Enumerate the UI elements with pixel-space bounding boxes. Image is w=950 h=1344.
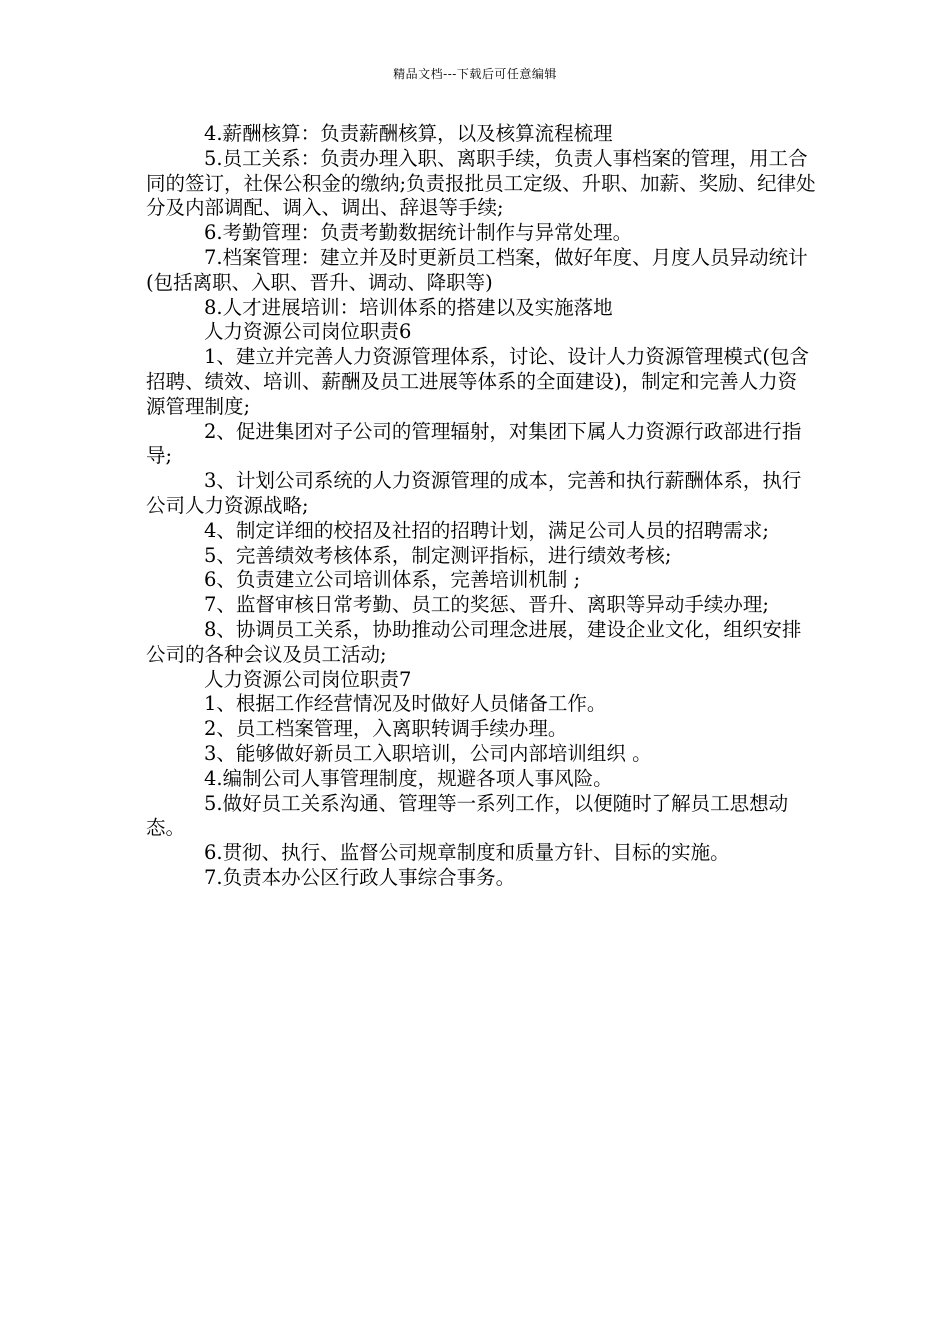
paragraph: 5、完善绩效考核体系，制定测评指标，进行绩效考核; (204, 543, 672, 567)
paragraph: 6.考勤管理：负责考勤数据统计制作与异常处理。 (204, 221, 633, 245)
paragraph: 4.编制公司人事管理制度，规避各项人事风险。 (204, 766, 613, 790)
paragraph: 3、计划公司系统的人力资源管理的成本，完善和执行薪酬体系，执行公司人力资源战略; (146, 469, 802, 517)
paragraph: 4、制定详细的校招及社招的招聘计划，满足公司人员的招聘需求; (204, 518, 769, 542)
paragraph: 5.做好员工关系沟通、管理等一系列工作，以便随时了解员工思想动态。 (146, 791, 789, 840)
paragraph: 2、员工档案管理，入离职转调手续办理。 (204, 717, 568, 741)
paragraph: 2、促进集团对子公司的管理辐射，对集团下属人力资源行政部进行指导; (146, 419, 802, 468)
paragraph: 4.薪酬核算：负责薪酬核算，以及核算流程梳理 (204, 122, 613, 145)
paragraph: 1、根据工作经营情况及时做好人员储备工作。 (204, 692, 607, 716)
section-title: 人力资源公司岗位职责6 (204, 320, 412, 344)
page-header: 精品文档---下载后可任意编辑 (393, 67, 557, 81)
paragraph: 7.负责本办公区行政人事综合事务。 (204, 865, 516, 889)
paragraph: 8.人才进展培训：培训体系的搭建以及实施落地 (204, 295, 613, 319)
section-title: 人力资源公司岗位职责7 (204, 667, 412, 691)
paragraph: 7.档案管理：建立并及时更新员工档案，做好年度、月度人员异动统计(包括离职、入职、晋升、调动、降职等) (146, 245, 808, 294)
paragraph: 6、负责建立公司培训体系，完善培训机制 ; (204, 568, 581, 592)
paragraph: 7、监督审核日常考勤、员工的奖惩、晋升、离职等异动手续办理; (204, 593, 769, 617)
document-body (146, 122, 816, 891)
paragraph: 6.贯彻、执行、监督公司规章制度和质量方针、目标的实施。 (204, 841, 730, 865)
paragraph: 1、建立并完善人力资源管理体系，讨论、设计人力资源管理模式(包含招聘、绩效、培训、薪酬及员工进展等体系的全面建设)，制定和完善人力资源管理制度; (146, 345, 810, 418)
paragraph: 3、能够做好新员工入职培训，公司内部培训组织 。 (204, 741, 652, 765)
paragraph: 5.员工关系：负责办理入职、离职手续，负责人事档案的管理，用工合同的签订，社保公积金的缴纳;负责报批员工定级、升职、加薪、奖励、纪律处分及内部调配、调入、调出、辞退等手续; (146, 146, 816, 220)
paragraph: 8、协调员工关系，协助推动公司理念进展，建设企业文化，组织安排公司的各种会议及员工活动; (146, 617, 802, 666)
